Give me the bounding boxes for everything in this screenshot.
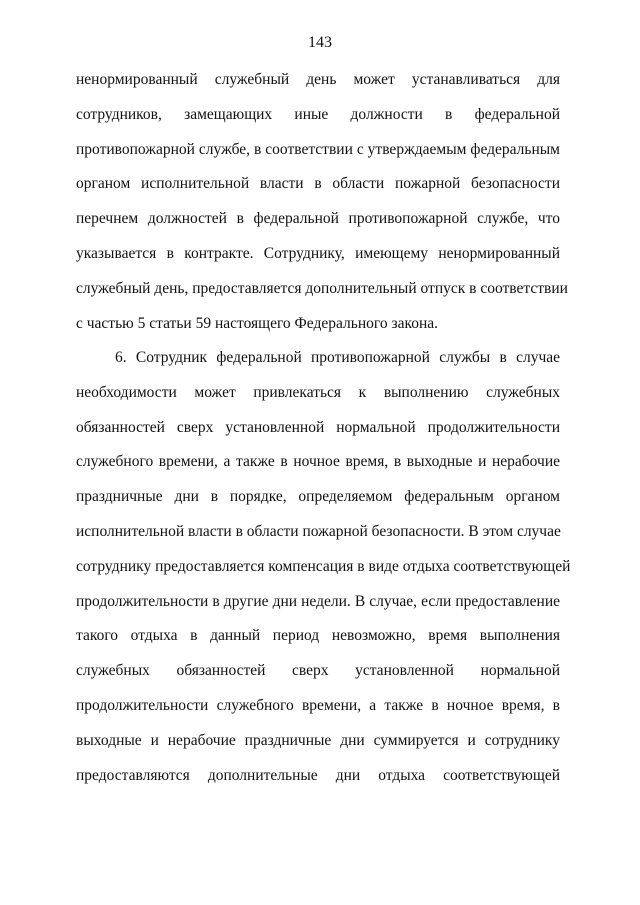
- text-line: ненормированный служебный день может устанавливаться для: [76, 71, 560, 88]
- text-line: обязанностей сверх установленной нормальной продолжительности: [76, 418, 560, 436]
- text-line: сотруднику предоставляется компенсация в виде отдыха соответствующей: [76, 557, 571, 575]
- text-line: предоставляются дополнительные дни отдыха соответствующей: [76, 766, 560, 784]
- paragraph-continued: [76, 71, 568, 349]
- text-line: необходимости может привлекаться к выполнению служебных: [76, 383, 560, 401]
- text-line: продолжительности служебного времени, а также в ночное время, в: [76, 696, 560, 714]
- text-line: органом исполнительной власти в области пожарной безопасности: [76, 175, 560, 193]
- text-line: продолжительности в другие дни недели. В случае, если предоставление: [76, 592, 560, 610]
- text-line: 6. Сотрудник федеральной противопожарной службы в случае: [115, 349, 560, 366]
- text-line: служебного времени, а также в ночное время, в выходные и нерабочие: [76, 453, 560, 471]
- text-line: служебных обязанностей сверх установленной нормальной: [76, 662, 560, 680]
- paragraph-6: [76, 349, 571, 801]
- text-line: выходные и нерабочие праздничные дни суммируется и сотруднику: [76, 731, 560, 749]
- text-line: исполнительной власти в области пожарной безопасности. В этом случае: [76, 522, 561, 540]
- text-line: сотрудников, замещающих иные должности в федеральной: [76, 105, 560, 123]
- text-line: служебный день, предоставляется дополнительный отпуск в соответствии: [76, 279, 568, 297]
- text-line: такого отдыха в данный период невозможно, время выполнения: [76, 627, 560, 645]
- text-line: противопожарной службе, в соответствии с утверждаемым федеральным: [76, 140, 560, 158]
- page-number: 143: [308, 34, 332, 51]
- text-line: праздничные дни в порядке, определяемом федеральным органом: [76, 488, 560, 506]
- text-line: с частью 5 статьи 59 настоящего Федерального закона.: [76, 314, 439, 332]
- text-line: перечнем должностей в федеральной противопожарной службе, что: [76, 210, 560, 228]
- text-line: указывается в контракте. Сотруднику, имеющему ненормированный: [76, 244, 560, 262]
